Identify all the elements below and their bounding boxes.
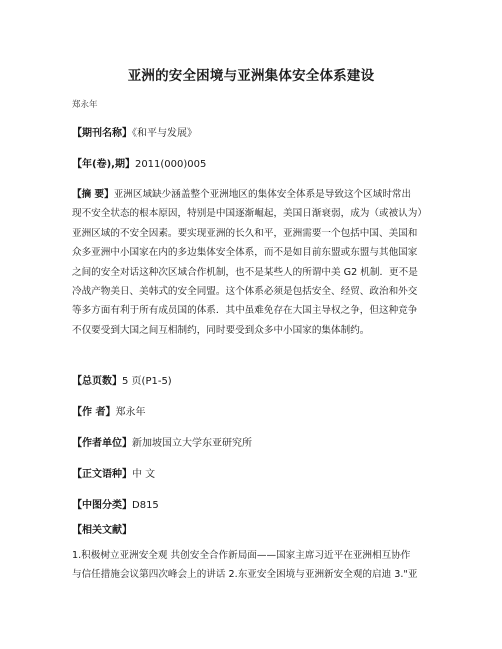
- abstract-line: 之间的安全对话这种次区域合作机制，也不是某些人的所谓中美 G2 机制．更不是: [72, 266, 418, 278]
- document-title: 亚洲的安全困境与亚洲集体安全体系建设: [127, 68, 375, 84]
- abstract-line: 冷战产物美日、美韩式的安全同盟。这个体系必须是包括安全、经贸、政治和外交: [72, 286, 418, 298]
- abstract-label: 【摘 要】: [72, 189, 114, 200]
- clc-value: D815: [132, 500, 159, 511]
- year-issue-label: 【年(卷),期】: [72, 159, 135, 170]
- affiliation-field: [72, 434, 252, 449]
- references-block: [72, 546, 440, 584]
- author-field-label: 【作 者】: [72, 407, 116, 418]
- journal-field: [72, 124, 197, 139]
- clc-label: 【中图分类】: [72, 500, 132, 511]
- author-field-value: 郑永年: [115, 407, 146, 418]
- author-field: [72, 403, 145, 418]
- references-label: 【相关文献】: [72, 525, 132, 536]
- reference-line[interactable]: 1.积极树立亚洲安全观 共创安全合作新局面——国家主席习近平在亚洲相互协作: [72, 550, 411, 561]
- reference-line[interactable]: 与信任措施会议第四次峰会上的讲话 2.东亚安全困境与亚洲新安全观的启迪 3."亚: [72, 569, 418, 580]
- year-issue-field: [72, 155, 206, 170]
- year-issue-value: 2011(000)005: [134, 159, 207, 170]
- author-line: 郑永年: [72, 100, 98, 110]
- pages-value: 5 页(P1-5): [122, 376, 172, 387]
- language-field: [72, 465, 155, 480]
- pages-label: 【总页数】: [72, 376, 122, 387]
- journal-value: 《和平与发展》: [132, 128, 197, 139]
- pages-field: [72, 372, 172, 387]
- language-value: 中 文: [132, 469, 156, 480]
- abstract-line: 等多方面有利于所有成员国的体系．其中虽难免存在大国主导权之争，但这种竞争: [72, 305, 418, 317]
- references-heading: [72, 521, 132, 536]
- abstract-line: 【摘 要】亚洲区域缺少涵盖整个亚洲地区的集体安全体系是导致这个区域时常出: [72, 189, 412, 200]
- abstract-line: 不仅要受到大国之间互相制约，同时要受到众多中小国家的集体制约。: [72, 324, 370, 336]
- abstract-line: 现不安全状态的根本原因，特别是中国逐渐崛起，美国日渐衰弱，成为（或被认为）: [72, 208, 427, 220]
- language-label: 【正文语种】: [72, 469, 132, 480]
- abstract-block: [72, 185, 440, 340]
- affiliation-label: 【作者单位】: [72, 438, 132, 449]
- clc-field: [72, 496, 159, 511]
- journal-label: 【期刊名称】: [72, 128, 132, 139]
- affiliation-value: 新加坡国立大学东亚研究所: [132, 438, 252, 449]
- abstract-line: 亚洲区域的不安全因素。要实现亚洲的长久和平，亚洲需要一个包括中国、美国和: [72, 227, 418, 239]
- abstract-line: 众多亚洲中小国家在内的多边集体安全体系，而不是如目前东盟或东盟与其他国家: [72, 247, 418, 259]
